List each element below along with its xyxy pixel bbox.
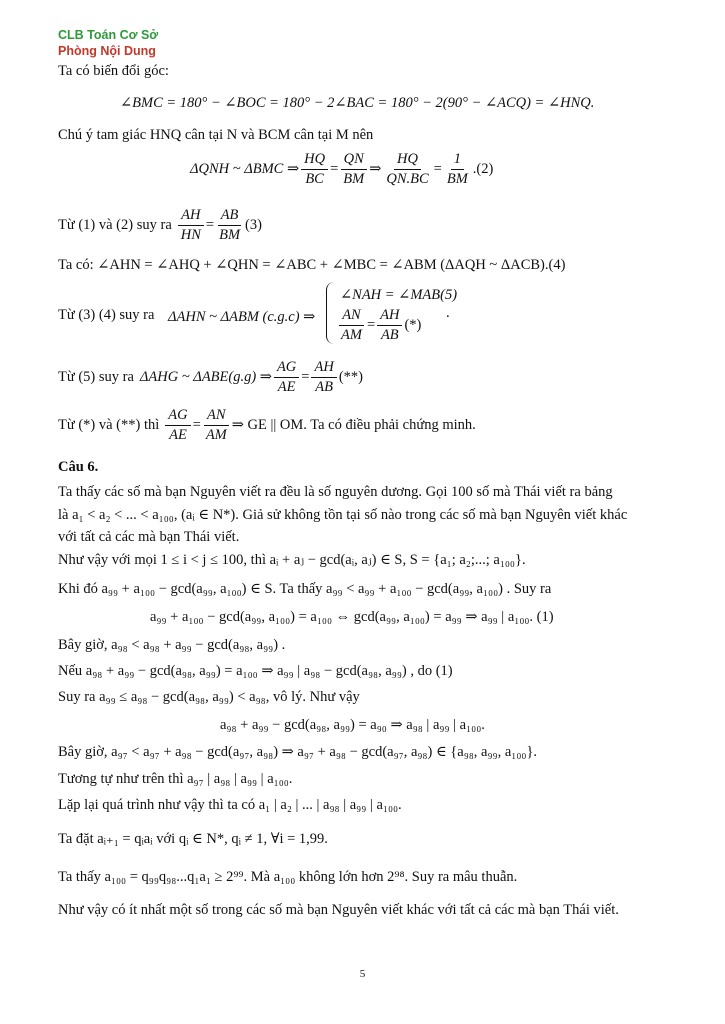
numerator: AG [274,360,299,378]
denominator: AE [169,426,187,443]
fraction [274,360,299,394]
numerator: AH [311,360,336,378]
text-line: Ta thấy a₁₀₀ = q₉₉q₉₈...q₁a₁ ≥ 2⁹⁹. Mà a₁₀₀ không lớn hơn 2⁹⁸. Suy ra mâu thuẫn. [58,869,518,885]
club-name: CLB Toán Cơ Sở [58,28,159,42]
system-line: $\frac{AN}{AM}$ = $\frac{AH}{AB}$ (*) [336,308,421,342]
fraction [216,208,243,242]
text-line: Suy ra a₉₉ ≤ a₉₈ − gcd(a₉₈, a₉₉) < a₉₈, vô lý. Như vậy [58,689,360,705]
equation-line: a₉₈ + a₉₉ − gcd(a₉₈, a₉₉) = a₉₀ ⇒ a₉₈ | a₉₉ | a₁₀₀. [220,717,485,733]
fraction [377,308,402,342]
equation-tag: .(2) [472,160,494,177]
equation-part: ΔQNH ~ ΔBMC ⇒ [190,160,300,177]
text-line: Nếu a₉₈ + a₉₉ − gcd(a₉₈, a₉₉) = a₁₀₀ ⇒ a₉₉ | a₉₈ − gcd(a₉₈, a₉₉) , do (1) [58,663,453,679]
text-line: Ta thấy các số mà bạn Nguyên viết ra đều là số nguyên dương. Gọi 100 số mà Thái viết ra bảng [58,484,613,500]
denominator: AE [277,378,296,395]
text-line: Chú ý tam giác HNQ cân tại N và BCM cân tại M nên [58,127,374,143]
period: . [446,305,450,321]
fraction [444,152,471,186]
section-title [58,460,98,475]
numerator: HQ [394,152,421,170]
denominator: AM [341,326,362,343]
text-part: ⇒ GE || OM. Ta có điều phải chứng minh. [231,416,476,433]
numerator: HQ [301,152,328,170]
equation-line: Từ (5) suy ra ΔAHG ~ ΔABE(g.g) ⇒ $\frac{AG}{AE}$ = $\frac{AH}{AB}$ (**) [58,359,363,395]
denominator: QN.BC [386,170,429,187]
denominator: AB [380,326,399,343]
fraction [340,152,367,186]
fraction [301,152,328,186]
section-title-text: Câu 6. [58,459,99,475]
text-part: Từ (1) và (2) suy ra [58,216,172,233]
denominator: BM [343,170,365,187]
equation-part: ΔAHG ~ ΔABE(g.g) ⇒ [139,368,272,385]
text-line: Ta đặt aᵢ₊₁ = qᵢaᵢ với qᵢ ∈ N*, qᵢ ≠ 1, ∀i = 1,99. [58,831,328,847]
numerator: AB [218,208,242,226]
fraction [383,152,431,186]
fraction [338,308,365,342]
equation-line: ΔQNH ~ ΔBMC ⇒ $\frac{HQ}{BC}$ = $\frac{QN}{BM}$ ⇒ $\frac{HQ}{QN.BC}$ = $\frac{1}{BM}$ .(2) [190,151,494,187]
numerator: AG [165,408,190,426]
equation-line: Ta có: ∠AHN = ∠AHQ + ∠QHN = ∠ABC + ∠MBC = ∠ABM (ΔAQH ~ ΔACB).(4) [58,257,566,273]
equation-tag: (**) [338,368,363,385]
fraction [203,408,230,442]
text-line: Như vậy có ít nhất một số trong các số mà bạn Nguyên viết khác với tất cả các mà bạn Thái viết. [58,902,619,918]
equation-line: a₉₉ + a₁₀₀ − gcd(a₉₉, a₁₀₀) = a₁₀₀ ⇔ gcd(a₉₉, a₁₀₀) = a₉₉ ⇒ a₉₉ | a₁₀₀. (1) [150,609,554,625]
text-line: Bây giờ, a₉₇ < a₉₇ + a₉₈ − gcd(a₉₇, a₉₈) ⇒ a₉₇ + a₉₈ − gcd(a₉₇, a₉₈) ∈ {a₉₈, a₉₉, a₁₀₀}. [58,744,538,760]
denominator: HN [180,226,201,243]
numerator: AH [377,308,402,326]
fraction [178,208,204,242]
equation-line: ∠BMC = 180° − ∠BOC = 180° − 2∠BAC = 180° − 2(90° − ∠ACQ) = ∠HNQ. [120,95,595,111]
text-part: Từ (3) (4) suy ra [58,307,155,323]
text-line: Bây giờ, a₉₈ < a₉₈ + a₉₉ − gcd(a₉₈, a₉₉) . [58,637,286,653]
denominator: AM [205,426,227,443]
system-line: ∠NAH = ∠MAB(5) [340,287,458,303]
numerator: 1 [451,152,464,170]
text-part: Từ (5) suy ra [58,368,134,385]
numerator: AN [204,408,229,426]
text-part: Từ (*) và (**) thì [58,416,160,433]
denominator: BM [446,170,468,187]
page-number: 5 [359,968,366,980]
text-line: Tương tự như trên thì a₉₇ | a₉₈ | a₉₉ | a₁₀₀. [58,771,293,787]
fraction [311,360,336,394]
text-line: Như vậy với mọi 1 ≤ i < j ≤ 100, thì aᵢ + aⱼ − gcd(aᵢ, aⱼ) ∈ S, S = {a₁; a₂;...; a₁₀₀}. [58,552,526,568]
denominator: BM [219,226,241,243]
numerator: QN [341,152,367,170]
text-line: là a₁ < a₂ < ... < a₁₀₀, (aᵢ ∈ N*). Giả sử không tồn tại số nào trong các số mà bạn Nguyên viết khác [58,507,628,523]
text-line: Ta có biến đổi góc: [58,63,169,79]
equation-line: Từ (*) và (**) thì $\frac{AG}{AE}$ = $\frac{AN}{AM}$ ⇒ GE || OM. Ta có điều phải chứng minh. [58,407,476,443]
department-name: Phòng Nội Dung [58,44,156,58]
equation-tag: (*) [404,316,422,333]
text-line: Khi đó a₉₉ + a₁₀₀ − gcd(a₉₉, a₁₀₀) ∈ S. Ta thấy a₉₉ < a₉₉ + a₁₀₀ − gcd(a₉₉, a₁₀₀) . Suy ra [58,581,552,597]
equation-line: Từ (1) và (2) suy ra $\frac{AH}{HN}$ = $\frac{AB}{BM}$ (3) [58,207,262,243]
fraction [165,408,190,442]
numerator: AN [339,308,364,326]
equation-part: ΔAHN ~ ΔABM (c.g.c) ⇒ [168,309,316,325]
numerator: AH [178,208,203,226]
denominator: BC [305,170,324,187]
text-line: Lặp lại quá trình như vậy thì ta có a₁ | a₂ | ... | a₉₈ | a₉₉ | a₁₀₀. [58,797,402,813]
text-line: với tất cả các mà bạn Thái viết. [58,529,240,545]
equation-tag: (3) [245,216,262,233]
denominator: AB [315,378,334,395]
